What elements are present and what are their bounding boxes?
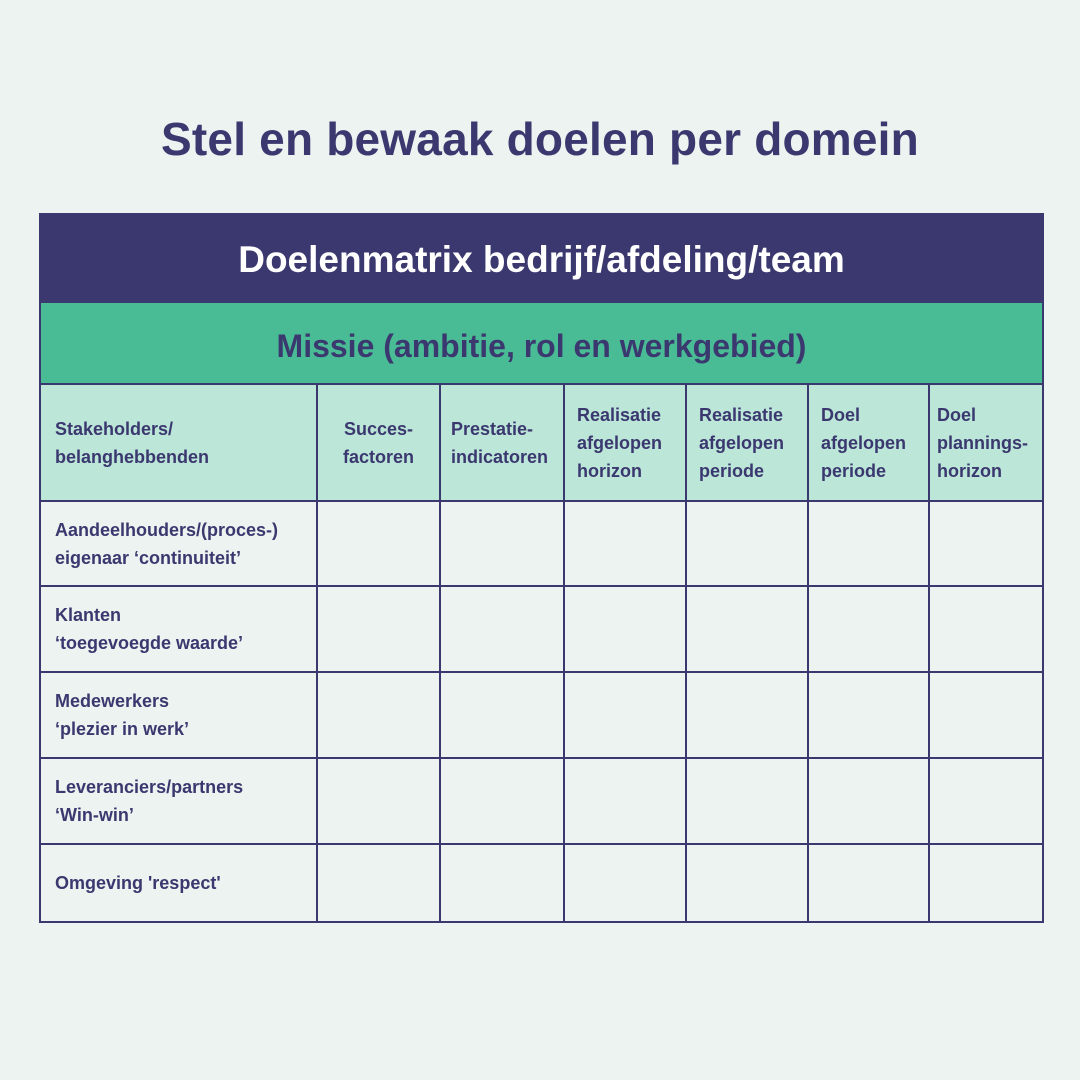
matrix-cell	[686, 672, 808, 758]
row-label-aandeelhouders: Aandeelhouders/(proces-) eigenaar ‘continuiteit’	[41, 501, 317, 586]
matrix-cell	[686, 758, 808, 844]
matrix-cell	[686, 844, 808, 921]
matrix-title: Doelenmatrix bedrijf/afdeling/team	[41, 215, 1042, 301]
table-row	[41, 672, 1042, 758]
column-header-stakeholders: Stakeholders/ belanghebbenden	[41, 385, 317, 501]
matrix-cell	[808, 672, 929, 758]
matrix-cell	[686, 586, 808, 672]
column-header-doel-periode: Doel afgelopen periode	[808, 385, 929, 501]
column-header-doel-planningshorizon: Doel plannings- horizon	[929, 385, 1042, 501]
column-header-realisatie-horizon: Realisatie afgelopen horizon	[564, 385, 686, 501]
matrix-cell	[808, 501, 929, 586]
matrix-table	[41, 385, 1042, 921]
table-row	[41, 758, 1042, 844]
page-title: Stel en bewaak doelen per domein	[161, 113, 919, 165]
matrix-cell	[440, 672, 564, 758]
column-header-succesfactoren: Succes- factoren	[317, 385, 440, 501]
row-label-klanten: Klanten ‘toegevoegde waarde’	[41, 586, 317, 672]
matrix-cell	[317, 672, 440, 758]
matrix-cell	[564, 844, 686, 921]
matrix-cell	[929, 844, 1042, 921]
matrix-cell	[440, 501, 564, 586]
matrix-cell	[686, 501, 808, 586]
matrix-cell	[929, 758, 1042, 844]
matrix-cell	[440, 844, 564, 921]
mission-bar: Missie (ambitie, rol en werkgebied)	[41, 301, 1042, 385]
matrix-cell	[808, 586, 929, 672]
row-label-leveranciers: Leveranciers/partners ‘Win-win’	[41, 758, 317, 844]
row-label-omgeving: Omgeving 'respect'	[41, 844, 317, 921]
matrix-cell	[929, 501, 1042, 586]
header-row	[41, 385, 1042, 501]
matrix-cell	[317, 844, 440, 921]
table-row	[41, 586, 1042, 672]
column-header-realisatie-periode: Realisatie afgelopen periode	[686, 385, 808, 501]
matrix-cell	[317, 586, 440, 672]
matrix-cell	[317, 758, 440, 844]
row-label-medewerkers: Medewerkers ‘plezier in werk’	[41, 672, 317, 758]
matrix-cell	[929, 586, 1042, 672]
matrix-cell	[564, 672, 686, 758]
matrix-cell	[564, 758, 686, 844]
goal-matrix	[39, 213, 1044, 923]
matrix-cell	[929, 672, 1042, 758]
table-row	[41, 844, 1042, 921]
column-header-prestatie-indicatoren: Prestatie- indicatoren	[440, 385, 564, 501]
matrix-cell	[808, 758, 929, 844]
table-row	[41, 501, 1042, 586]
matrix-cell	[317, 501, 440, 586]
matrix-cell	[440, 586, 564, 672]
matrix-cell	[808, 844, 929, 921]
matrix-cell	[564, 586, 686, 672]
matrix-cell	[564, 501, 686, 586]
matrix-cell	[440, 758, 564, 844]
